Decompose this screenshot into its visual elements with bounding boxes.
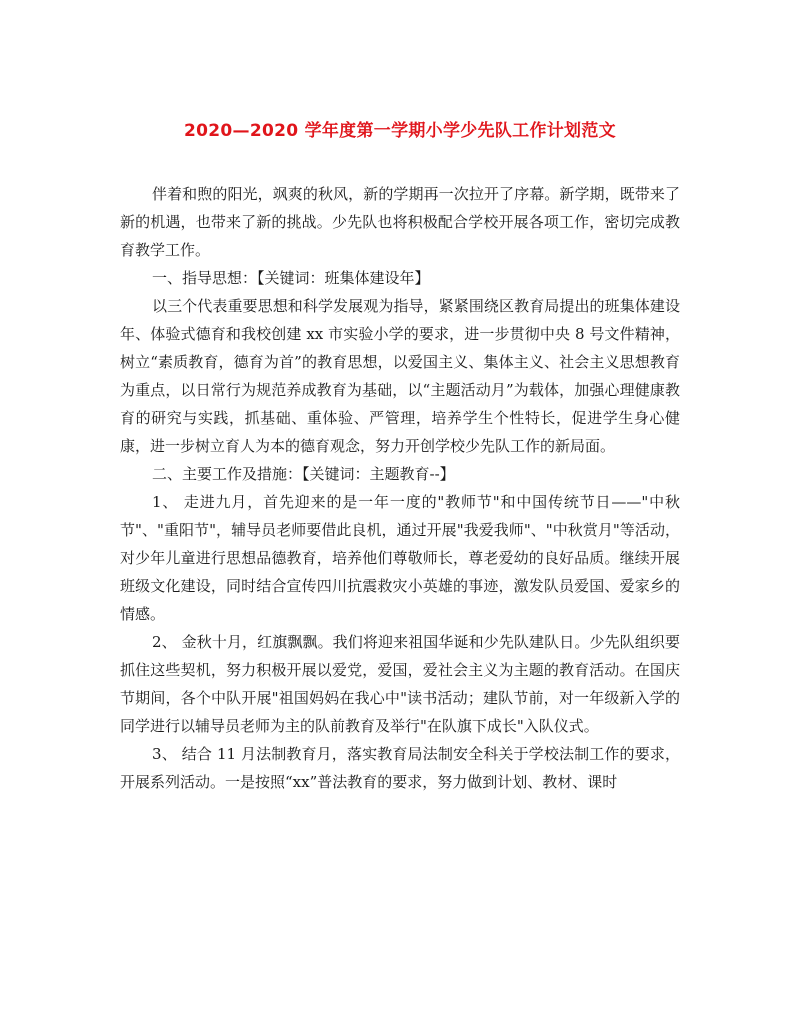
paragraph-guiding-thought: 以三个代表重要思想和科学发展观为指导，紧紧围绕区教育局提出的班集体建设年、体验式德育和我校创建 xx 市实验小学的要求，进一步贯彻中央 8 号文件精神，树立“素质教育，德育为首”的教育思想，以爱国主义、集体主义、社会主义思想教育为重点，以日常行为规范养成教育为基础，以“主题活动月”为载体，加强心理健康教育的研究与实践，抓基础、重体验、严管理，培养学生个性特长，促进学生身心健康，进一步树立育人为本的德育观念，努力开创学校少先队工作的新局面。 bbox=[120, 297, 680, 455]
section-heading-main-work: 二、主要工作及措施：【关键词：主题教育--】 bbox=[152, 465, 455, 483]
paragraph-intro: 伴着和煦的阳光，飒爽的秋风，新的学期再一次拉开了序幕。新学期，既带来了新的机遇，也带来了新的挑战。少先队也将积极配合学校开展各项工作，密切完成教育教学工作。 bbox=[120, 185, 680, 259]
document-title: 2020—2020 学年度第一学期小学少先队工作计划范文 bbox=[184, 121, 616, 141]
section-heading-guiding-thought: 一、指导思想：【关键词：班集体建设年】 bbox=[152, 269, 430, 287]
document-body bbox=[120, 180, 680, 796]
list-item-november: 3、 结合 11 月法制教育月，落实教育局法制安全科关于学校法制工作的要求，开展系列活动。一是按照“xx”普法教育的要求，努力做到计划、教材、课时 bbox=[120, 745, 680, 791]
list-item-october: 2、 金秋十月，红旗飘飘。我们将迎来祖国华诞和少先队建队日。少先队组织要抓住这些契机，努力积极开展以爱党，爱国，爱社会主义为主题的教育活动。在国庆节期间，各个中队开展"祖国妈妈在我心中"读书活动；建队节前，对一年级新入学的同学进行以辅导员老师为主的队前教育及举行"在队旗下成长"入队仪式。 bbox=[120, 633, 680, 735]
list-item-september: 1、 走进九月，首先迎来的是一年一度的"教师节"和中国传统节日——"中秋节"、"重阳节"，辅导员老师要借此良机，通过开展"我爱我师"、"中秋赏月"等活动，对少年儿童进行思想品德教育，培养他们尊敬师长，尊老爱幼的良好品质。继续开展班级文化建设，同时结合宣传四川抗震救灾小英雄的事迹，激发队员爱国、爱家乡的情感。 bbox=[120, 493, 680, 623]
